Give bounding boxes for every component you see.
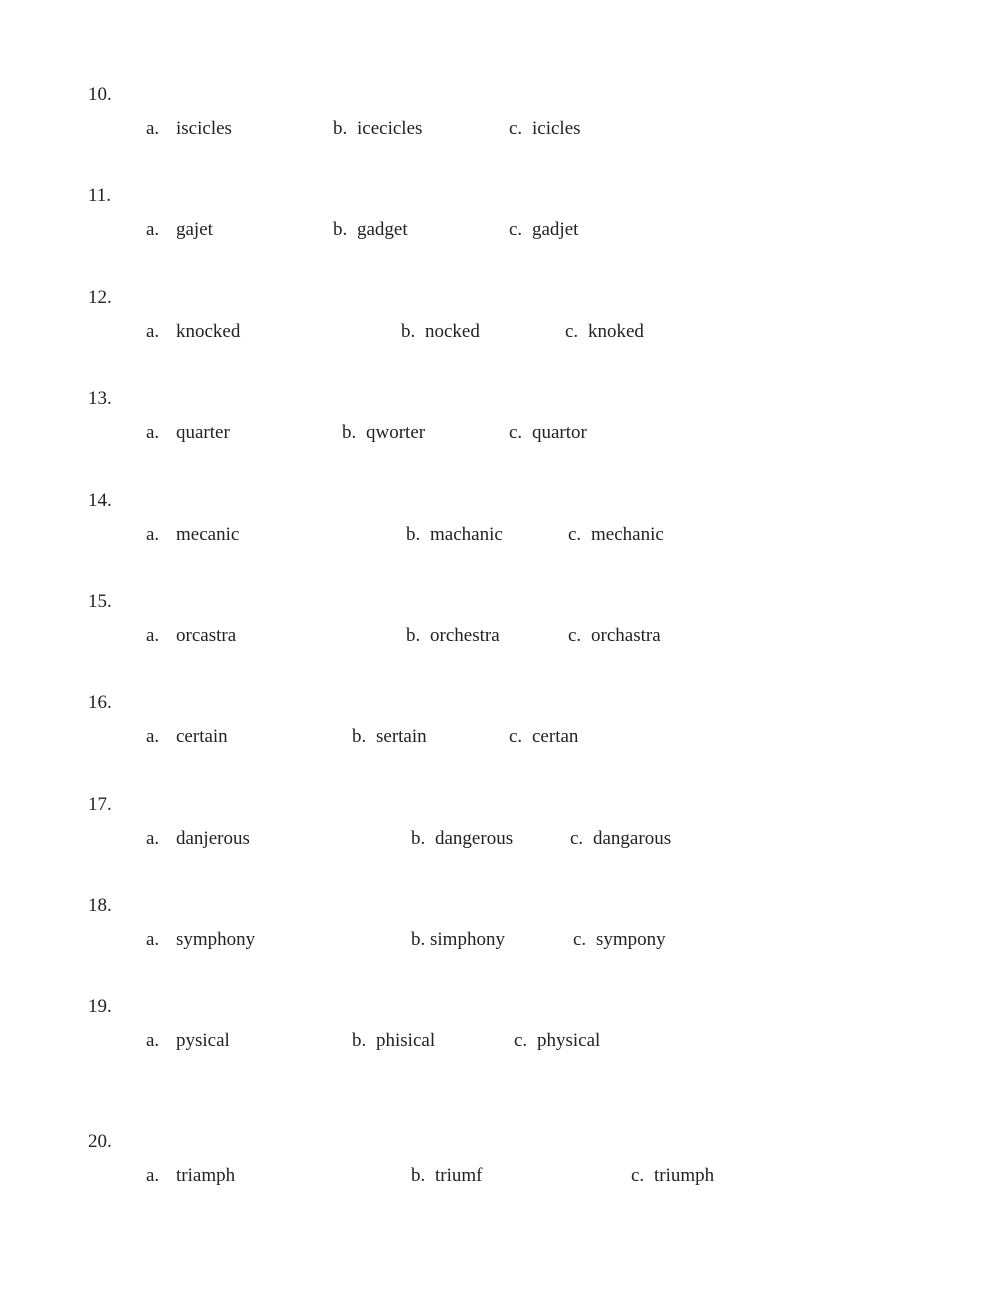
option-letter: a. xyxy=(146,524,160,545)
option-word: icecicles xyxy=(357,118,423,139)
option-word: gadjet xyxy=(532,219,579,240)
option-word: sertain xyxy=(376,726,427,747)
option-c[interactable] xyxy=(573,929,666,951)
option-letter: c. xyxy=(509,118,523,139)
option-word: machanic xyxy=(430,524,503,545)
option-letter: b. xyxy=(333,118,348,139)
option-word: icicles xyxy=(532,118,581,139)
option-word: gadget xyxy=(357,219,408,240)
option-b[interactable] xyxy=(333,219,408,241)
option-b[interactable] xyxy=(401,321,480,343)
option-letter: b. xyxy=(411,828,426,849)
option-letter: c. xyxy=(570,828,584,849)
option-letter: a. xyxy=(146,118,160,139)
option-letter: c. xyxy=(568,625,582,646)
option-letter: b. xyxy=(333,219,348,240)
option-a[interactable] xyxy=(146,726,228,748)
option-word: danjerous xyxy=(176,828,250,849)
option-word: symphony xyxy=(176,929,256,950)
option-a[interactable] xyxy=(146,219,213,241)
question-number: 18. xyxy=(88,895,112,916)
option-b[interactable] xyxy=(342,422,425,444)
option-letter: a. xyxy=(146,1165,160,1186)
option-c[interactable] xyxy=(509,219,578,241)
option-letter: a. xyxy=(146,422,160,443)
question-number: 13. xyxy=(88,388,112,409)
option-letter: c. xyxy=(514,1030,528,1051)
option-word: certan xyxy=(532,726,579,747)
option-word: triamph xyxy=(176,1165,236,1186)
option-letter: a. xyxy=(146,219,160,240)
option-word: quarter xyxy=(176,422,230,443)
option-b[interactable] xyxy=(411,929,505,951)
option-letter: c. xyxy=(573,929,587,950)
option-word: quartor xyxy=(532,422,587,443)
option-word: physical xyxy=(537,1030,601,1051)
option-word: knocked xyxy=(176,321,241,342)
option-letter: b. xyxy=(406,625,421,646)
option-a[interactable] xyxy=(146,118,232,140)
option-word: pysical xyxy=(176,1030,230,1051)
option-letter: a. xyxy=(146,321,160,342)
option-word: qworter xyxy=(366,422,426,443)
option-letter: c. xyxy=(509,219,523,240)
question-number: 15. xyxy=(88,591,112,612)
option-letter: c. xyxy=(565,321,579,342)
option-word: knoked xyxy=(588,321,644,342)
option-a[interactable] xyxy=(146,1030,230,1052)
option-word: dangarous xyxy=(593,828,672,849)
option-a[interactable] xyxy=(146,625,236,647)
option-letter: c. xyxy=(568,524,582,545)
option-a[interactable] xyxy=(146,524,239,546)
option-c[interactable] xyxy=(568,625,661,647)
option-b[interactable] xyxy=(406,625,500,647)
option-a[interactable] xyxy=(146,422,230,444)
option-letter: b. xyxy=(411,929,426,950)
option-word: mecanic xyxy=(176,524,240,545)
option-c[interactable] xyxy=(570,828,671,850)
option-word: nocked xyxy=(425,321,480,342)
option-c[interactable] xyxy=(568,524,664,546)
option-c[interactable] xyxy=(565,321,644,343)
option-c[interactable] xyxy=(509,726,578,748)
option-b[interactable] xyxy=(352,726,427,748)
option-letter: b. xyxy=(352,726,367,747)
question-number: 20. xyxy=(88,1131,112,1152)
option-word: triumph xyxy=(654,1165,715,1186)
option-word: orchestra xyxy=(430,625,500,646)
question-number: 17. xyxy=(88,794,112,815)
option-c[interactable] xyxy=(509,118,581,140)
option-b[interactable] xyxy=(333,118,422,140)
option-word: certain xyxy=(176,726,228,747)
option-letter: c. xyxy=(631,1165,645,1186)
option-b[interactable] xyxy=(352,1030,435,1052)
option-letter: a. xyxy=(146,726,160,747)
option-letter: b. xyxy=(352,1030,367,1051)
option-b[interactable] xyxy=(411,828,513,850)
question-number: 10. xyxy=(88,84,112,105)
option-a[interactable] xyxy=(146,321,240,343)
option-b[interactable] xyxy=(406,524,503,546)
option-letter: b. xyxy=(342,422,357,443)
option-word: sympony xyxy=(596,929,666,950)
option-c[interactable] xyxy=(514,1030,600,1052)
option-letter: b. xyxy=(406,524,421,545)
option-word: iscicles xyxy=(176,118,232,139)
option-letter: c. xyxy=(509,422,523,443)
option-word: orcastra xyxy=(176,625,237,646)
option-letter: c. xyxy=(509,726,523,747)
option-word: phisical xyxy=(376,1030,436,1051)
question-number: 12. xyxy=(88,287,112,308)
option-word: mechanic xyxy=(591,524,664,545)
option-letter: a. xyxy=(146,929,160,950)
question-number: 14. xyxy=(88,490,112,511)
option-b[interactable] xyxy=(411,1165,483,1187)
option-letter: b. xyxy=(401,321,416,342)
option-letter: a. xyxy=(146,625,160,646)
option-c[interactable] xyxy=(509,422,587,444)
question-number: 16. xyxy=(88,692,112,713)
option-word: simphony xyxy=(430,929,505,950)
option-a[interactable] xyxy=(146,1165,235,1187)
option-c[interactable] xyxy=(631,1165,714,1187)
option-word: dangerous xyxy=(435,828,514,849)
option-letter: a. xyxy=(146,828,160,849)
option-word: triumf xyxy=(435,1165,483,1186)
option-letter: a. xyxy=(146,1030,160,1051)
question-number: 19. xyxy=(88,996,112,1017)
option-a[interactable] xyxy=(146,929,255,951)
option-word: gajet xyxy=(176,219,213,240)
question-number: 11. xyxy=(88,185,112,206)
option-letter: b. xyxy=(411,1165,426,1186)
option-word: orchastra xyxy=(591,625,661,646)
option-a[interactable] xyxy=(146,828,250,850)
